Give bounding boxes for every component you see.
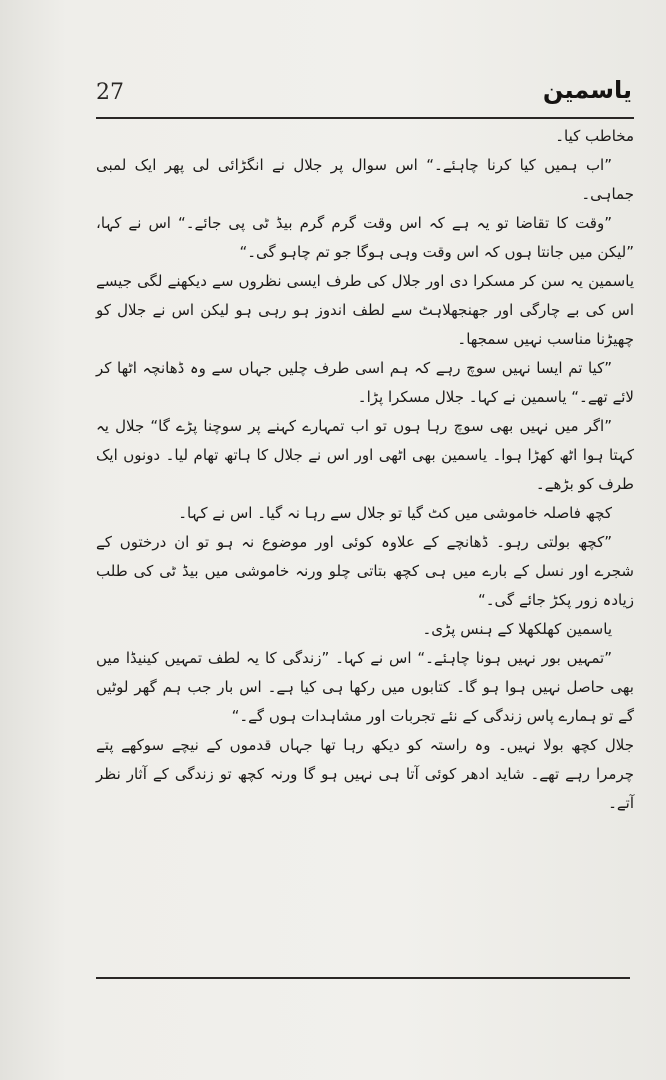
page-body [96,122,634,818]
paragraph: کچھ فاصلہ خاموشی میں کٹ گیا تو جلال سے رہا نہ گیا۔ اس نے کہا۔ [178,504,612,522]
paragraph: ”کچھ بولتی رہو۔ ڈھانچے کے علاوہ کوئی اور موضوع نہ ہو تو ان درختوں کے شجرے اور نسل کے بارے میں ہی کچھ بتاتی چلو ورنہ خاموشی میں بیڈ ٹی کی طلب زیادہ زور پکڑ جائے گی۔“ [96,533,634,609]
paragraph: یاسمین کھلکھلا کے ہنس پڑی۔ [422,620,612,638]
header-rule [96,117,634,119]
page-number: 27 [96,80,124,105]
footer-rule [96,977,630,979]
paragraph: ”اگر میں نہیں بھی سوچ رہا ہوں تو اب تمہارے کہنے پر سوچنا پڑے گا“ جلال یہ کہتا ہوا اٹھ کھڑا ہوا۔ یاسمین بھی اٹھی اور اس نے جلال کا ہاتھ تھام لیا۔ دونوں ایک طرف کو بڑھے۔ [96,417,634,493]
book-title: یاسمین [542,76,632,104]
paragraph: ”اب ہمیں کیا کرنا چاہئے۔“ اس سوال پر جلال نے انگڑائی لی پھر ایک لمبی جماہی۔ [96,156,634,203]
paragraph: ”تمہیں بور نہیں ہونا چاہئے۔“ اس نے کہا۔ ”زندگی کا یہ لطف تمہیں کینیڈا میں بھی حاصل نہیں ہوا ہو گا۔ کتابوں میں رکھا ہی کیا ہے۔ اس بار جب ہم گھر لوٹیں گے تو ہمارے پاس زندگی کے نئے تجربات اور مشاہدات ہوں گے۔“ [96,649,634,725]
paragraph: یاسمین یہ سن کر مسکرا دی اور جلال کی طرف ایسی نظروں سے دیکھنے لگی جیسے اس کی بے چارگی اور جھنجھلاہٹ سے لطف اندوز ہو رہی ہو لیکن اس نے جلال کو چھیڑنا مناسب نہیں سمجھا۔ [96,272,634,348]
paragraph: جلال کچھ بولا نہیں۔ وہ راستہ کو دیکھ رہا تھا جہاں قدموں کے نیچے سوکھے پتے چرمرا رہے تھے۔ شاید ادھر کوئی آتا ہی نہیں ہو گا ورنہ کچھ تو زندگی کے آثار نظر آتے۔ [96,736,634,812]
page-header [96,78,636,118]
paragraph: ”کیا تم ایسا نہیں سوچ رہے کہ ہم اسی طرف چلیں جہاں سے وہ ڈھانچہ اٹھا کر لائے تھے۔“ یاسمین نے کہا۔ جلال مسکرا پڑا۔ [96,359,634,406]
paragraph: ”وقت کا تقاضا تو یہ ہے کہ اس وقت گرم گرم بیڈ ٹی پی جائے۔“ اس نے کہا، ”لیکن میں جانتا ہوں کہ اس وقت وہی ہوگا جو تم چاہو گی۔“ [96,214,634,261]
paragraph: مخاطب کیا۔ [555,127,634,145]
